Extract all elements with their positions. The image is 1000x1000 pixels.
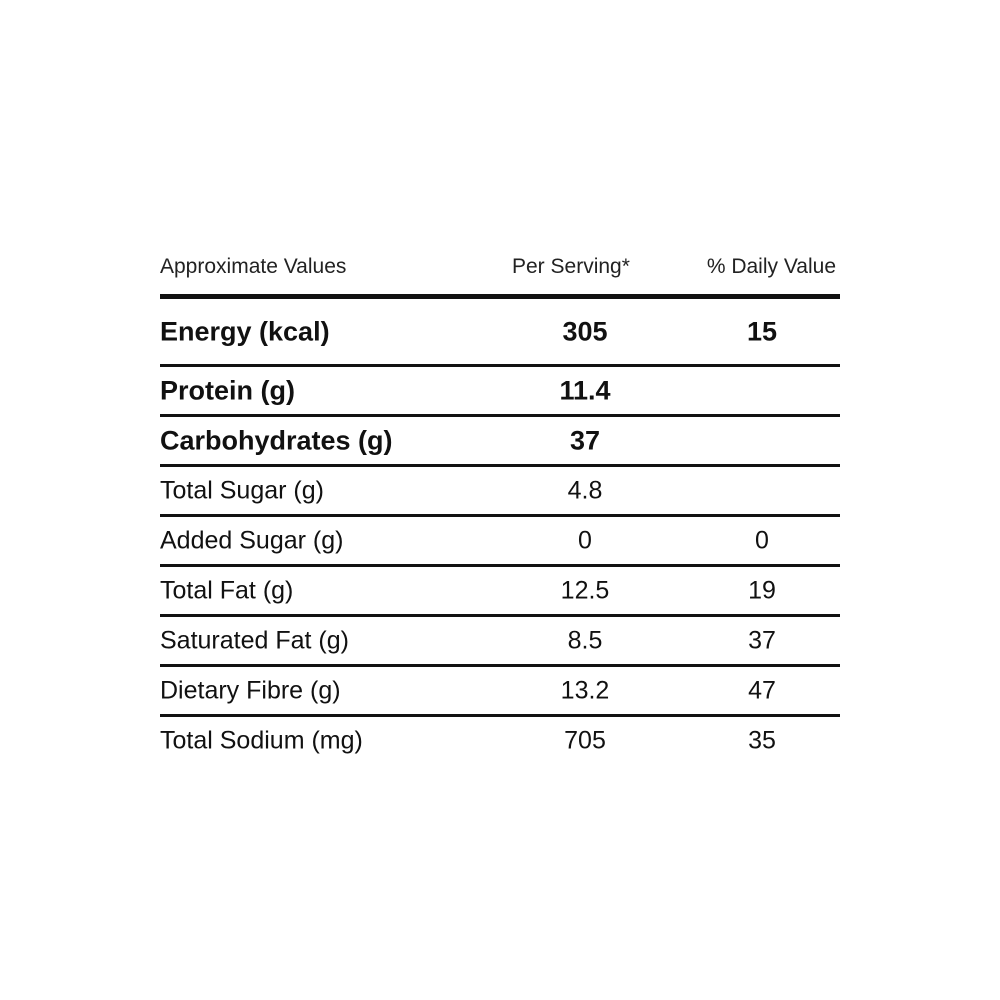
nutrition-table [160,246,840,764]
row-label: Total Sugar (g) [160,476,324,504]
row-per-serving: 11.4 [559,375,611,405]
row-per-serving: 8.5 [567,626,603,654]
row-per-serving: 12.5 [560,576,610,604]
row-daily-value: 35 [748,726,776,754]
header-daily-value: % Daily Value [706,255,836,278]
row-daily-value: 47 [748,676,776,704]
row-per-serving: 37 [569,425,601,455]
row-per-serving: 0 [578,526,592,554]
row-label: Carbohydrates (g) [160,425,393,455]
row-label: Total Sodium (mg) [160,726,363,754]
row-label: Protein (g) [160,375,295,405]
table-row [160,667,840,717]
table-row [160,467,840,517]
row-label: Dietary Fibre (g) [160,676,341,704]
table-row [160,617,840,667]
table-row [160,717,840,764]
row-daily-value: 15 [746,316,778,346]
table-row [160,517,840,567]
table-row [160,367,840,417]
table-row [160,417,840,467]
row-per-serving: 4.8 [567,476,603,504]
row-daily-value: 37 [748,626,776,654]
header-approximate-values: Approximate Values [160,255,347,278]
header-per-serving: Per Serving* [512,255,630,278]
row-label: Added Sugar (g) [160,526,344,554]
row-per-serving: 13.2 [560,676,610,704]
row-per-serving: 705 [564,726,606,754]
row-label: Total Fat (g) [160,576,294,604]
row-daily-value: 0 [755,526,769,554]
row-label: Saturated Fat (g) [160,626,349,654]
row-label: Energy (kcal) [160,316,330,346]
table-row [160,567,840,617]
row-daily-value: 19 [748,576,776,604]
table-header [160,246,840,299]
row-per-serving: 305 [562,316,608,346]
table-row [160,299,840,367]
